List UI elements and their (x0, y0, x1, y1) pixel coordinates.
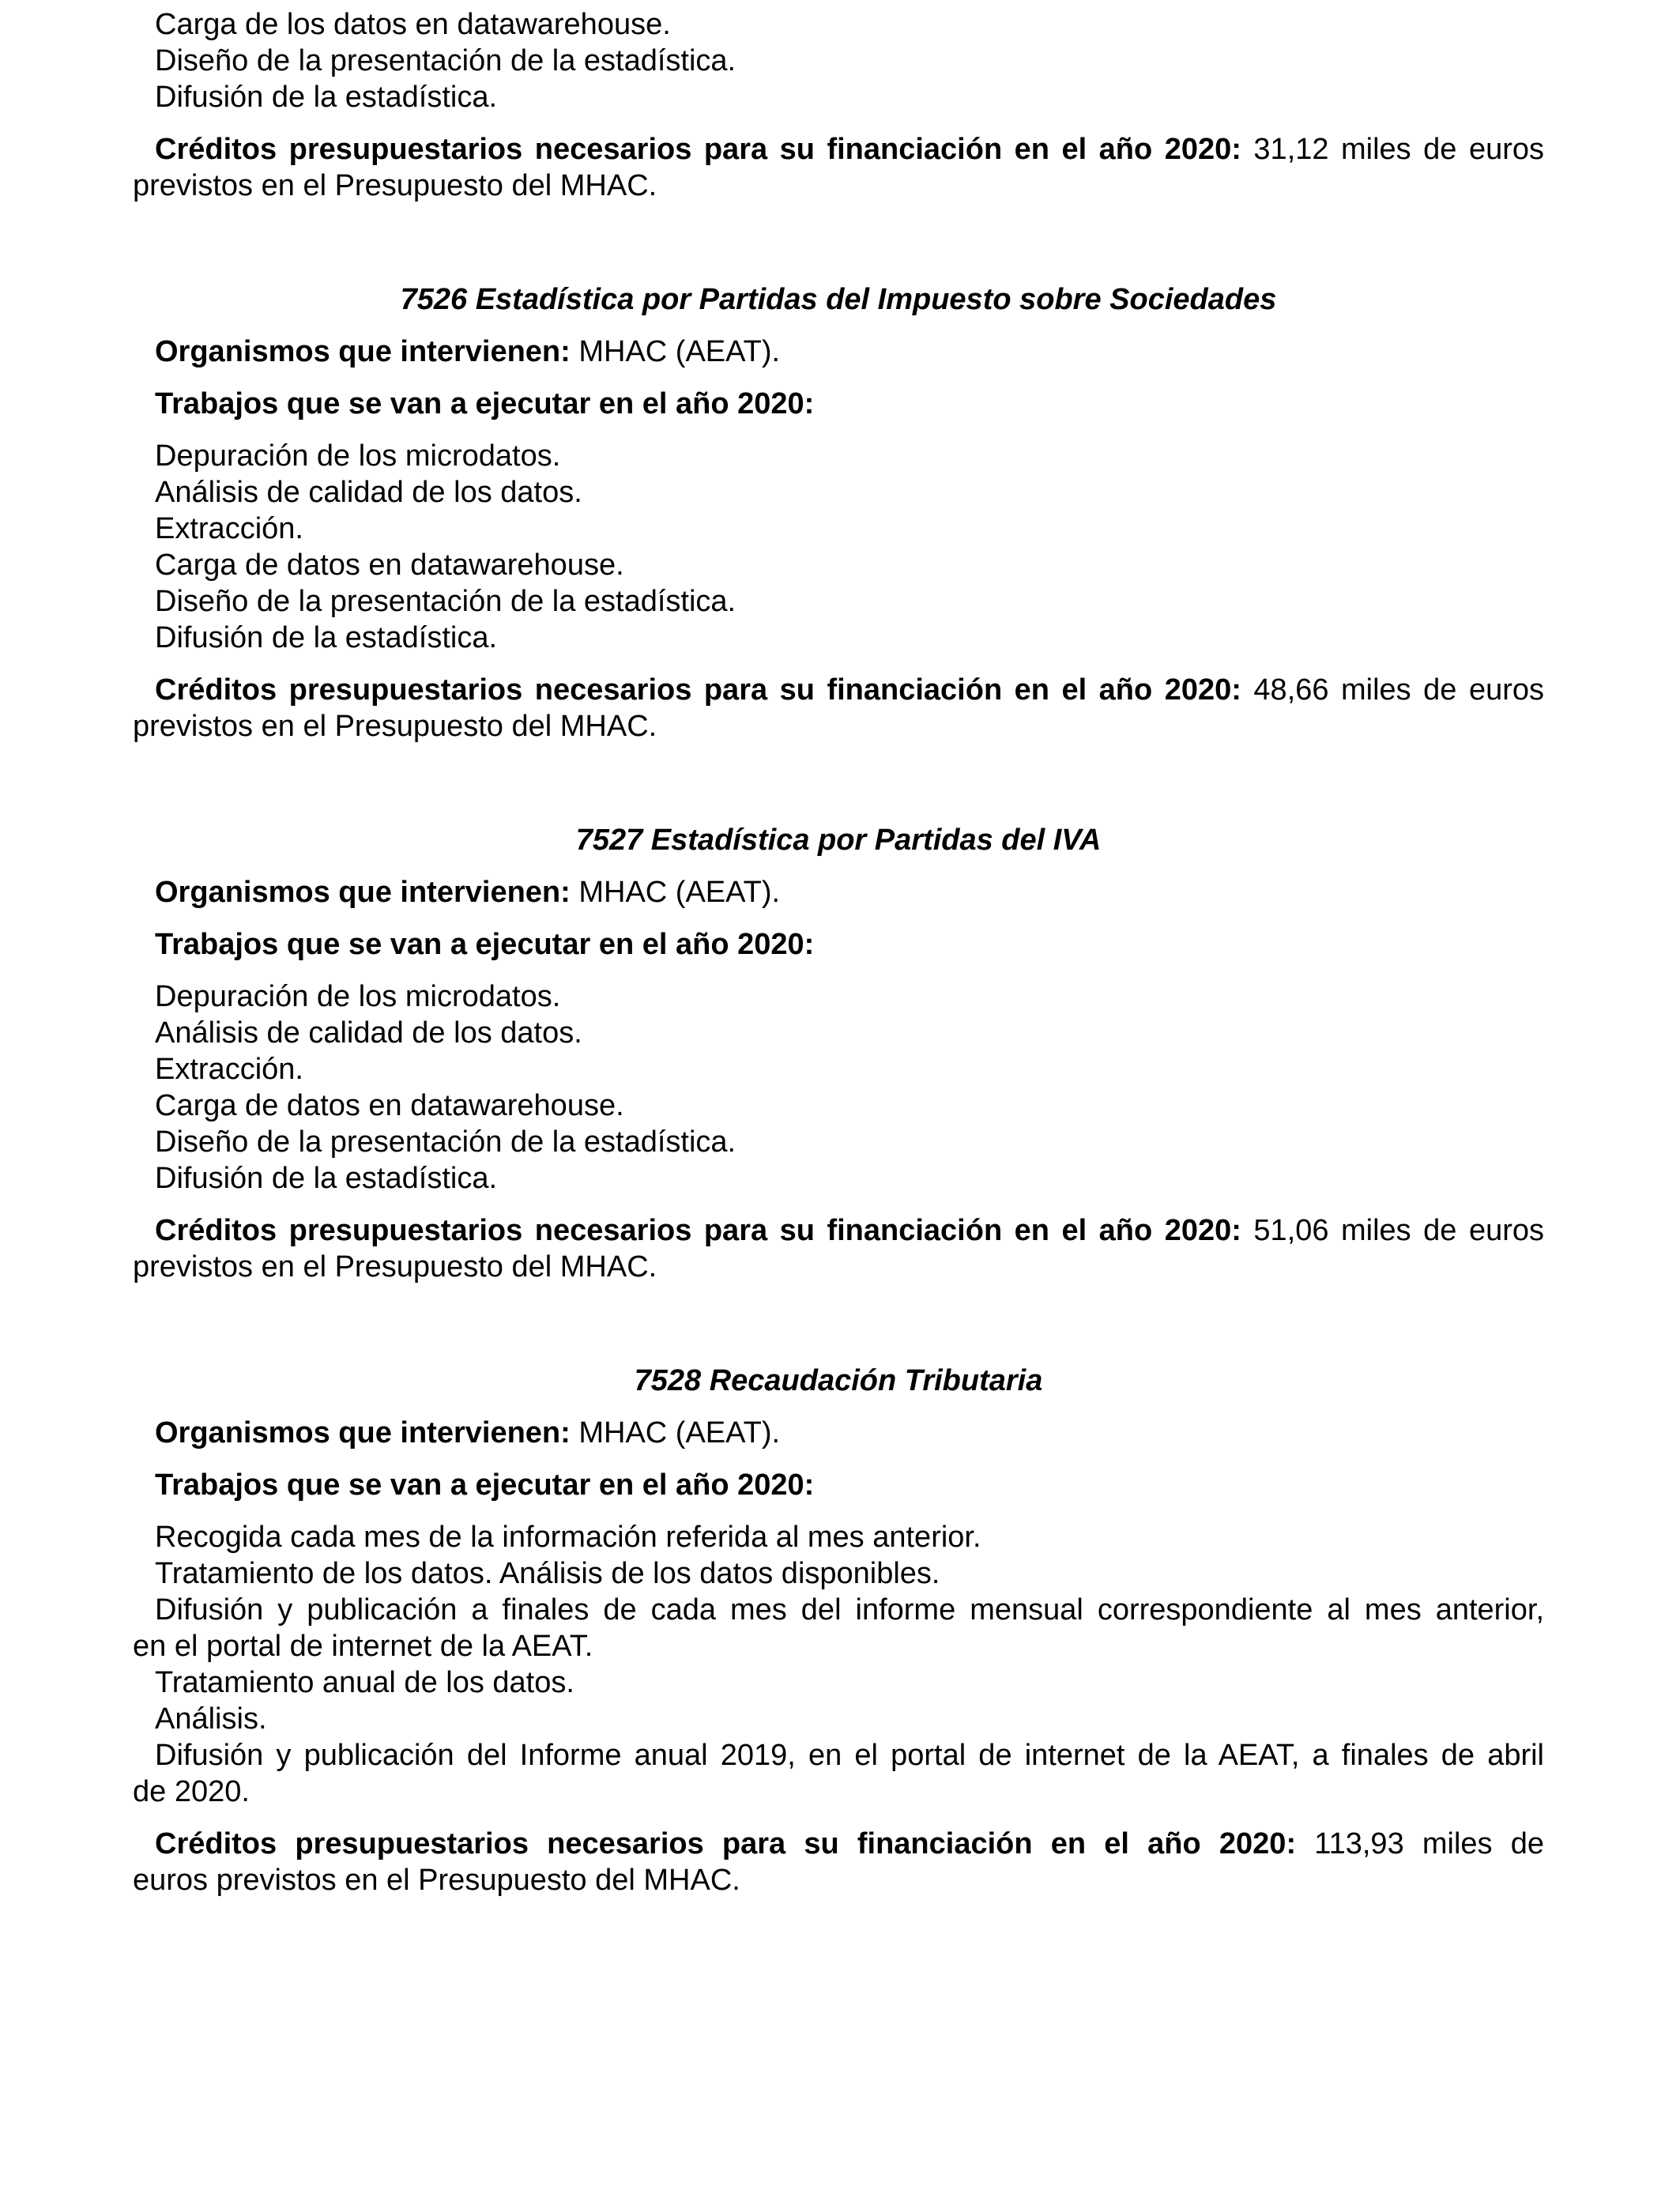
organisms-line (133, 874, 1544, 910)
document-page (133, 6, 1544, 1898)
tasks-heading (133, 926, 1544, 963)
section-title: 7526 Estadística por Partidas del Impuesto sobre Sociedades (400, 283, 1277, 316)
tasks-label: Trabajos que se van a ejecutar en el año 2020: (155, 928, 815, 961)
credit-label: Créditos presupuestarios necesarios para su financiación en el año 2020: (155, 1827, 1297, 1860)
section-7526 (133, 281, 1544, 745)
task-item: Carga de datos en datawarehouse. (155, 1089, 624, 1122)
credit-paragraph (133, 672, 1544, 745)
section-title: 7527 Estadística por Partidas del IVA (575, 824, 1102, 857)
tasks-heading (133, 386, 1544, 422)
credit-value: 48,66 miles de euros (1253, 673, 1544, 707)
task-item: Depuración de los microdatos. (155, 439, 561, 473)
credit-rest: previstos en el Presupuesto del MHAC. (133, 1250, 657, 1284)
task-item: Tratamiento de los datos. Análisis de los datos disponibles. (155, 1557, 940, 1590)
credit-paragraph (133, 131, 1544, 204)
organisms-line (133, 1415, 1544, 1451)
organisms-line (133, 334, 1544, 370)
tasks-label: Trabajos que se van a ejecutar en el año 2020: (155, 1468, 815, 1502)
task-item: Análisis de calidad de los datos. (155, 476, 582, 509)
credit-paragraph (133, 1212, 1544, 1285)
organisms-value: MHAC (AEAT). (578, 1416, 781, 1449)
task-item-wrapped (133, 1737, 1544, 1810)
task-item: Difusión de la estadística. (155, 81, 498, 114)
credit-value: 113,93 miles de (1314, 1827, 1545, 1860)
organisms-label: Organismos que intervienen: (155, 1416, 571, 1449)
credit-line (133, 1826, 1544, 1862)
task-item: Carga de los datos en datawarehouse. (155, 8, 671, 41)
task-item: Análisis. (155, 1702, 267, 1736)
tasks-label: Trabajos que se van a ejecutar en el año 2020: (155, 387, 815, 420)
task-item: Carga de datos en datawarehouse. (155, 548, 624, 582)
section-7527 (133, 822, 1544, 1285)
credit-value: 51,06 miles de euros (1253, 1214, 1544, 1247)
credit-line (133, 131, 1544, 168)
task-item: Extracción. (155, 1053, 303, 1086)
credit-line (133, 672, 1544, 708)
credit-rest: euros previstos en el Presupuesto del MHAC. (133, 1864, 740, 1897)
intro-block (133, 6, 1544, 204)
organisms-value: MHAC (AEAT). (578, 876, 781, 909)
credit-label: Créditos presupuestarios necesarios para su financiación en el año 2020: (155, 673, 1241, 707)
organisms-label: Organismos que intervienen: (155, 335, 571, 368)
tasks-heading (133, 1467, 1544, 1503)
task-item: Depuración de los microdatos. (155, 980, 561, 1013)
credit-line (133, 1212, 1544, 1249)
task-item-continuation: de 2020. (133, 1775, 250, 1808)
task-item: Difusión de la estadística. (155, 621, 498, 654)
task-item-continuation: en el portal de internet de la AEAT. (133, 1630, 593, 1663)
task-item: Análisis de calidad de los datos. (155, 1016, 582, 1050)
task-item: Recogida cada mes de la información referida al mes anterior. (155, 1521, 981, 1554)
task-item: Difusión y publicación del Informe anual 2019, en el portal de internet de la AEAT, a finales de abril (155, 1739, 1544, 1772)
task-item: Difusión y publicación a finales de cada mes del informe mensual correspondiente al mes anterior, (155, 1593, 1544, 1627)
task-item: Diseño de la presentación de la estadística. (155, 1125, 736, 1159)
organisms-value: MHAC (AEAT). (578, 335, 781, 368)
section-title: 7528 Recaudación Tributaria (634, 1364, 1043, 1397)
task-item: Diseño de la presentación de la estadística. (155, 585, 736, 618)
task-item-wrapped (133, 1592, 1544, 1664)
organisms-label: Organismos que intervienen: (155, 876, 571, 909)
task-item: Extracción. (155, 512, 303, 545)
task-item: Tratamiento anual de los datos. (155, 1666, 574, 1699)
credit-label: Créditos presupuestarios necesarios para su financiación en el año 2020: (155, 1214, 1241, 1247)
credit-rest: previstos en el Presupuesto del MHAC. (133, 710, 657, 743)
credit-value: 31,12 miles de euros (1253, 133, 1544, 166)
credit-rest: previstos en el Presupuesto del MHAC. (133, 169, 657, 202)
credit-paragraph (133, 1826, 1544, 1898)
task-item: Diseño de la presentación de la estadística. (155, 44, 736, 77)
credit-label: Créditos presupuestarios necesarios para su financiación en el año 2020: (155, 133, 1241, 166)
section-7528 (133, 1363, 1544, 1898)
task-item: Difusión de la estadística. (155, 1162, 498, 1195)
